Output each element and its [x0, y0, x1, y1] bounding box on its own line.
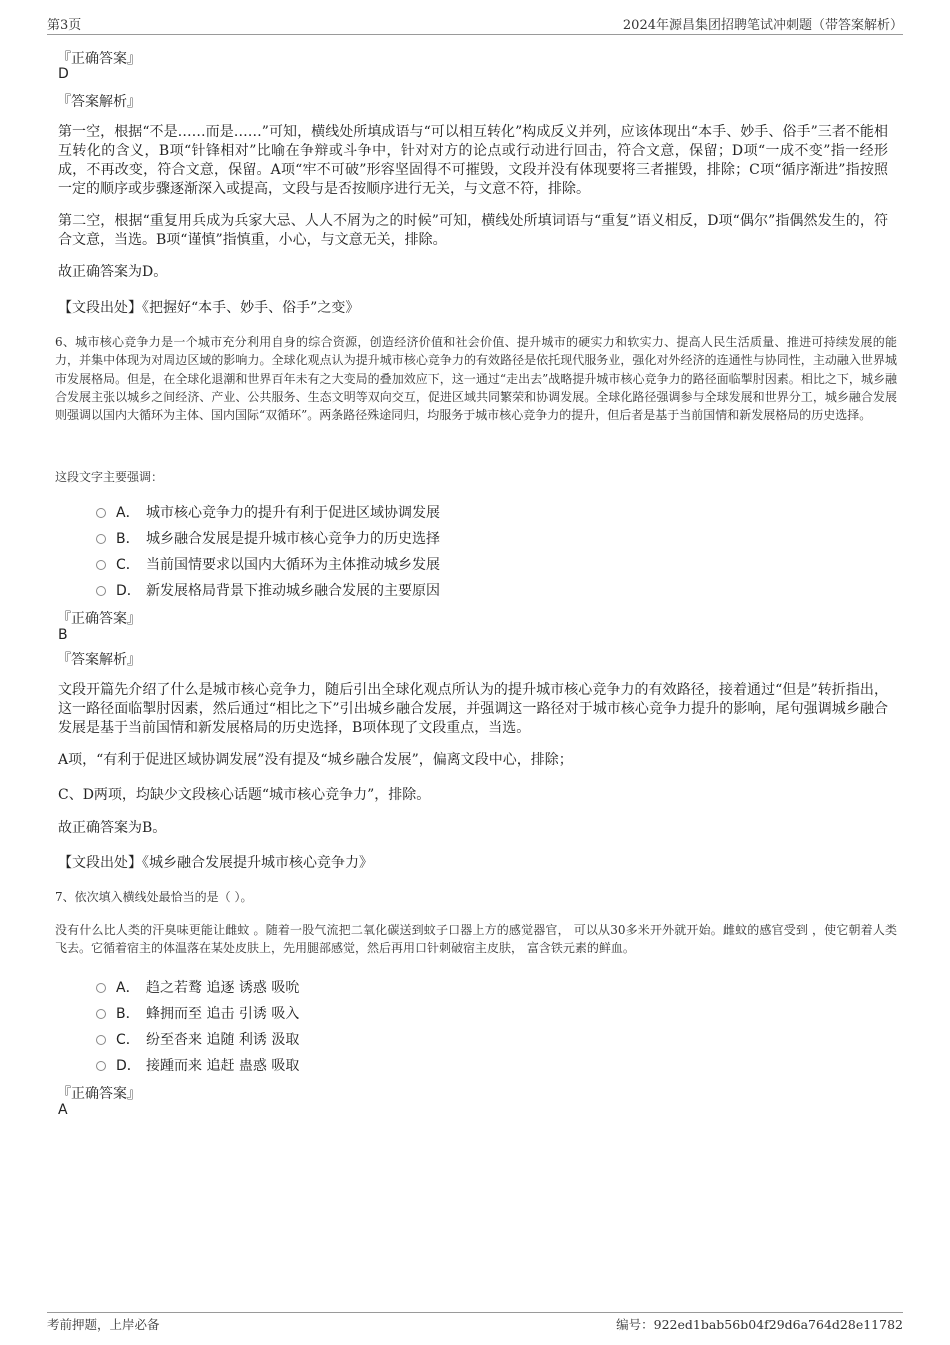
q5-analysis-paragraph-1: 第一空，根据“不是……而是……”可知，横线处所填成语与“可以相互转化”构成反义并列，应该体现出“本手、妙手、俗手”三者不能相互转化的含义，B项“针锋相对”比喻在争辩或斗争中，针对对方的论点或行动进行回击，符合文意，保留；D项“一成不变”指一经形成，不再改变，符合文意，保留。A项“牢不可破”形容坚固得不可摧毁，文段并没有体现要将三者摧毁，排除；C项“循序渐进”指按照一定的顺序或步骤逐渐深入或提高，文段与是否按顺序进行无关，与文意不符，排除。 [58, 124, 888, 197]
q6-analysis-paragraph-1: 文段开篇先介绍了什么是城市核心竞争力，随后引出全球化观点所认为的提升城市核心竞争力的有效路径，接着通过“但是”转折指出，这一路径面临掣肘因素，然后通过“相比之下”引出城乡融合发展，并强调这一路径对于城市核心竞争力提升的影响，尾句强调城乡融合发展是基于当前国情和新发展格局的历史选择，B项体现了文段重点，当选。 [58, 682, 888, 736]
page-footer [47, 1312, 903, 1335]
q6-option-c[interactable] [96, 554, 440, 574]
document-serial: 编号：922ed1bab56b04f29d6a764d28e11782 [616, 1317, 903, 1332]
radio-icon[interactable] [96, 1035, 106, 1045]
option-key: C． [116, 557, 140, 573]
option-key: B． [116, 1006, 140, 1022]
option-key: C． [116, 1032, 140, 1048]
radio-icon[interactable] [96, 983, 106, 993]
option-text: 纷至沓来 追随 利诱 汲取 [146, 1032, 300, 1048]
q7-answer: A [58, 1102, 68, 1118]
option-text: 趋之若鹜 追逐 诱惑 吸吮 [146, 980, 300, 996]
footer-slogan: 考前押题，上岸必备 [47, 1317, 160, 1332]
q6-stem: 6、城市核心竞争力是一个城市充分利用自身的综合资源，创造经济价值和社会价值、提升城市的硬实力和软实力、提高人民生活质量、推进可持续发展的能力，并集中体现为对周边区域的影响力。全球化观点认为提升城市核心竞争力的有效路径是依托现代服务业，强化对外经济的连通性与协同性，主动融入世界城市发展格局。但是，在全球化退潮和世界百年未有之大变局的叠加效应下，这一通过“走出去”战略提升城市核心竞争力的路径面临掣肘因素。相比之下，城乡融合发展主张以城乡之间经济、产业、公共服务、生态文明等双向交互，促进区域共同繁荣和协调发展。全球化路径强调参与全球发展和世界分工，城乡融合发展则强调以国内大循环为主体、国内国际“双循环”。两条路径殊途同归，均服务于城市核心竞争力的提升，但后者是基于当前国情和新发展格局的历史选择。 [55, 335, 897, 423]
q6-conclusion: 故正确答案为B。 [58, 820, 167, 836]
q6-answer-label: 『正确答案』 [57, 611, 141, 627]
q6-option-d[interactable] [96, 580, 440, 600]
q7-option-a[interactable] [96, 977, 299, 997]
option-key: D． [116, 583, 141, 599]
q6-analysis-paragraph-3: C、D两项，均缺少文段核心话题“城市核心竞争力”，排除。 [58, 787, 431, 803]
radio-icon[interactable] [96, 586, 106, 596]
page-header [47, 14, 903, 35]
q5-answer-label: 『正确答案』 [57, 51, 141, 67]
option-text: 城市核心竞争力的提升有利于促进区域协调发展 [146, 505, 440, 521]
q5-answer: D [58, 66, 69, 82]
q6-analysis-paragraph-2: A项，“有利于促进区域协调发展”没有提及“城乡融合发展”，偏离文段中心，排除； [58, 752, 573, 768]
option-key: B． [116, 531, 140, 547]
option-text: 当前国情要求以国内大循环为主体推动城乡发展 [146, 557, 440, 573]
q5-analysis-paragraph-2: 第二空，根据“重复用兵成为兵家大忌、人人不屑为之的时候”可知，横线处所填词语与“重复”语义相反，D项“偶尔”指偶然发生的，符合文意，当选。B项“谨慎”指慎重，小心，与文意无关，排除。 [58, 213, 888, 248]
q5-source: 【文段出处】《把握好“本手、妙手、俗手”之变》 [58, 300, 360, 316]
option-key: A． [116, 980, 140, 996]
q7-passage: 没有什么比人类的汗臭味更能让雌蚊 。随着一股气流把二氧化碳送到蚊子口器上方的感觉器官， 可以从30多米开外就开始。雌蚊的感官受到 ，使它朝着人类飞去。它循着宿主的体温落在某处皮肤上，先用腿部感觉，然后再用口针刺破宿主皮肤， 富含铁元素的鲜血。 [55, 923, 897, 956]
option-key: A． [116, 505, 140, 521]
page-number: 第3页 [47, 18, 82, 33]
q6-answer: B [58, 627, 68, 643]
option-text: 蜂拥而至 追击 引诱 吸入 [146, 1006, 300, 1022]
radio-icon[interactable] [96, 1061, 106, 1071]
option-text: 城乡融合发展是提升城市核心竞争力的历史选择 [146, 531, 440, 547]
option-key: D． [116, 1058, 141, 1074]
document-title: 2024年源昌集团招聘笔试冲刺题（带答案解析） [622, 18, 903, 33]
radio-icon[interactable] [96, 560, 106, 570]
q6-question: 这段文字主要强调： [55, 470, 164, 484]
q5-analysis-label: 『答案解析』 [57, 94, 141, 110]
q6-analysis-label: 『答案解析』 [57, 652, 141, 668]
q7-answer-label: 『正确答案』 [57, 1086, 141, 1102]
q7-option-d[interactable] [96, 1055, 299, 1075]
q7-option-c[interactable] [96, 1029, 299, 1049]
q7-option-b[interactable] [96, 1003, 299, 1023]
q6-option-b[interactable] [96, 528, 440, 548]
radio-icon[interactable] [96, 534, 106, 544]
option-text: 新发展格局背景下推动城乡融合发展的主要原因 [146, 583, 440, 599]
q7-stem: 7、依次填入横线处最恰当的是（ ）。 [55, 890, 253, 904]
q6-source: 【文段出处】《城乡融合发展提升城市核心竞争力》 [58, 855, 373, 871]
radio-icon[interactable] [96, 508, 106, 518]
option-text: 接踵而来 追赶 蛊惑 吸取 [146, 1058, 300, 1074]
q5-conclusion: 故正确答案为D。 [58, 264, 168, 280]
radio-icon[interactable] [96, 1009, 106, 1019]
q6-option-a[interactable] [96, 502, 440, 522]
